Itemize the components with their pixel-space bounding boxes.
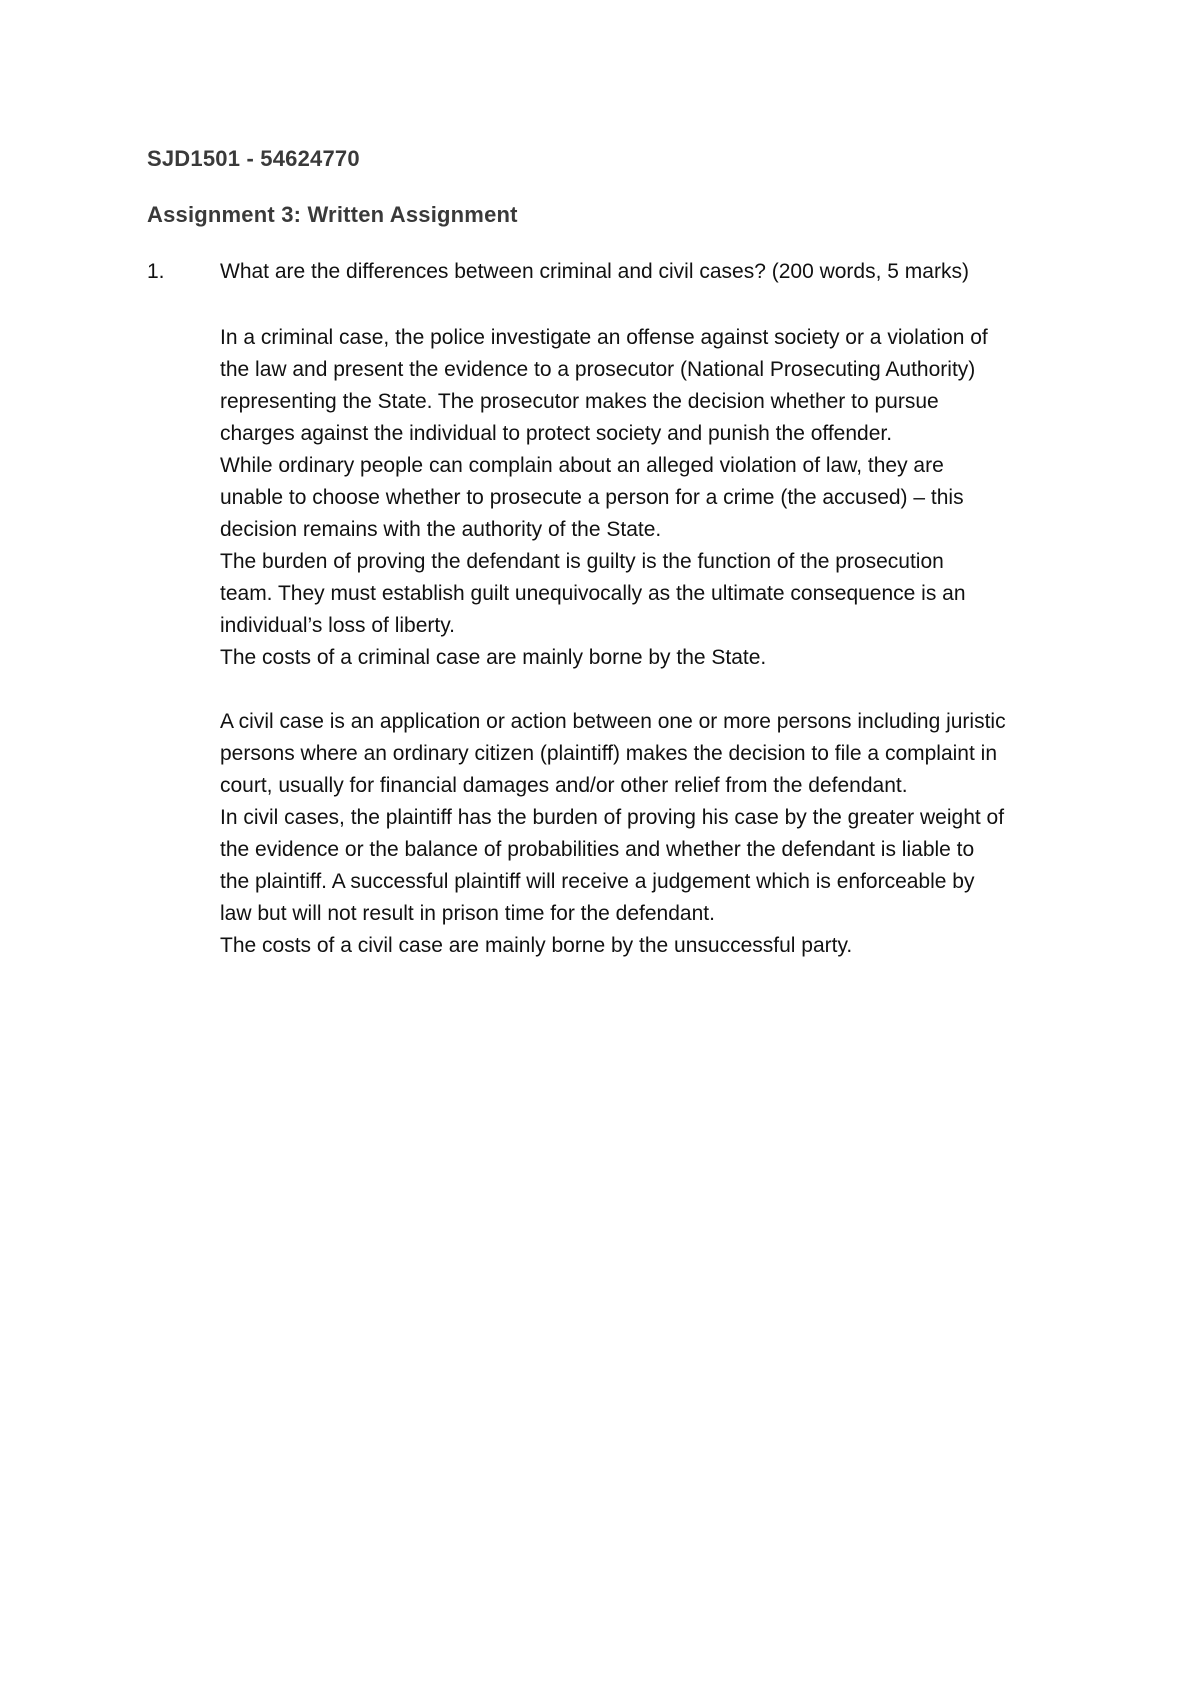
answer-line: unable to choose whether to prosecute a person for a crime (the accused) – this <box>220 486 964 509</box>
answer-line: In civil cases, the plaintiff has the burden of proving his case by the greater weight of <box>220 806 1005 829</box>
answer-line: the plaintiff. A successful plaintiff will receive a judgement which is enforceable by <box>220 870 975 893</box>
answer-line: law but will not result in prison time for the defendant. <box>220 902 715 925</box>
assignment-title: Assignment 3: Written Assignment <box>147 202 518 227</box>
module-student-code: SJD1501 - 54624770 <box>147 146 360 171</box>
answer-line: the law and present the evidence to a prosecutor (National Prosecuting Authority) <box>220 358 976 381</box>
answer-line: While ordinary people can complain about an alleged violation of law, they are <box>220 454 944 477</box>
answer-line: individual’s loss of liberty. <box>220 614 455 637</box>
answer-line: team. They must establish guilt unequivocally as the ultimate consequence is an <box>220 582 966 605</box>
answer-line: The burden of proving the defendant is guilty is the function of the prosecution <box>220 550 944 573</box>
answer-line: court, usually for financial damages and/or other relief from the defendant. <box>220 774 908 797</box>
answer-line: charges against the individual to protect society and punish the offender. <box>220 422 893 445</box>
answer-civil-paragraph <box>220 706 1100 962</box>
answer-line: In a criminal case, the police investigate an offense against society or a violation of <box>220 326 988 349</box>
answer-line: The costs of a criminal case are mainly borne by the State. <box>220 646 767 669</box>
answer-line: the evidence or the balance of probabilities and whether the defendant is liable to <box>220 838 975 861</box>
question-number: 1. <box>147 260 165 283</box>
answer-line: persons where an ordinary citizen (plaintiff) makes the decision to file a complaint in <box>220 742 997 765</box>
answer-line: A civil case is an application or action between one or more persons including juristic <box>220 710 1006 733</box>
answer-line: The costs of a civil case are mainly borne by the unsuccessful party. <box>220 934 853 957</box>
question-text: What are the differences between criminal and civil cases? (200 words, 5 marks) <box>220 260 969 283</box>
answer-line: decision remains with the authority of the State. <box>220 518 662 541</box>
answer-line: representing the State. The prosecutor makes the decision whether to pursue <box>220 390 939 413</box>
answer-criminal-paragraph <box>220 322 1100 674</box>
